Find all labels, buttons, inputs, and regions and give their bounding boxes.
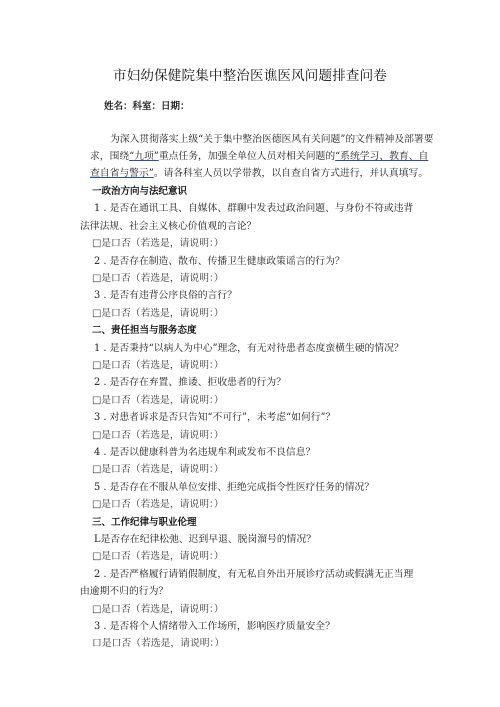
answer-options[interactable]: □是口否（若选是，请说明：） (92, 499, 224, 511)
question-text: 4 . 是否以健康科普为名违规牟利或发布不良信息？ (94, 447, 316, 458)
answer-options[interactable]: □是口否（若选是，请说明：） (92, 238, 224, 250)
intro-highlight-1: “九项” (129, 151, 159, 162)
question-text: 1 . 是否秉持“以病人为中心”理念，有无对待患者态度蛮横生硬的情况？ (94, 342, 404, 354)
answer-options[interactable]: □是口否（若选是，请说明：） (92, 360, 224, 371)
answer-options[interactable]: □是口否（若选是，请说明：） (92, 273, 224, 284)
question-text: 法律法规、社会主义核心价值观的言论？ (80, 220, 257, 232)
question-text: 2 . 是否存在弃置、推诿、拒收患者的行为？ (94, 377, 286, 389)
question-text: 3 . 是否将个人情绪带入工作场所，影响医疗质量安全？ (94, 621, 335, 632)
answer-options[interactable]: □是口否（若选是，请说明：） (92, 603, 224, 615)
section-heading: 二、责任担当与服务态度 (92, 325, 197, 337)
question-text: 3 . 是否有违背公序良俗的言行？ (94, 290, 237, 302)
question-text: 5 . 是否存在不服从单位安排、拒绝完成指令性医疗任务的情况？ (94, 481, 375, 493)
intro-paragraph (90, 131, 438, 182)
intro-text-3: 。请各科室人员以学带教，以自查自省方式进行，并认真填写。 (153, 168, 429, 179)
intro-highlight-2: “系统学习、教育、自查自省与警示” (90, 151, 429, 179)
question-text: 由逾期不归的行为？ (80, 586, 169, 598)
intro-text-1: 为深入贯彻落实上级“关于集中整治医德医风有关问题”的文件精神及部署要求，围绕 (90, 134, 434, 162)
answer-options[interactable]: 口是口否（若选是，请说明：） (92, 638, 225, 650)
question-text: 2 . 是否严格履行请销假制度，有无私自外出开展诊疗活动或假满无正当理 (94, 568, 414, 580)
section-heading: 一政治方向与法纪意识 (92, 186, 188, 197)
section-heading: 三、工作纪律与职业伦理 (92, 516, 197, 528)
intro-text-2: 重点任务，加强全单位人员对相关问题的 (158, 151, 336, 162)
answer-options[interactable]: □是口否（若选是，请说明：） (92, 464, 224, 476)
answer-options[interactable]: □是口否（若选是，请说明：） (92, 551, 224, 563)
answer-options[interactable]: □是口否（若选是，请说明：） (92, 429, 224, 441)
answer-options[interactable]: □是口否（若选是，请说明：） (92, 394, 224, 406)
question-text: 2 . 是否存在制造、散布、传播卫生健康政策谣言的行为？ (94, 255, 345, 267)
question-text: L是否存在纪律松弛、迟到早退、脱岗溜号的情况？ (94, 534, 317, 545)
question-text: 3 . 对患者诉求是否只告知“不可行”，未考虑“如何行”？ (94, 412, 336, 424)
document-title: 市妇幼保健院集中整治医谯医风问题排查问卷 (113, 68, 387, 84)
respondent-info-line: 姓名：科室：日期： (104, 101, 190, 112)
question-text: 1 . 是否在通讯工具、自媒体、群聊中发表过政治问题、与身份不符或违背 (94, 203, 414, 215)
answer-options[interactable]: □是口否（若选是，请说明：） (92, 307, 224, 319)
